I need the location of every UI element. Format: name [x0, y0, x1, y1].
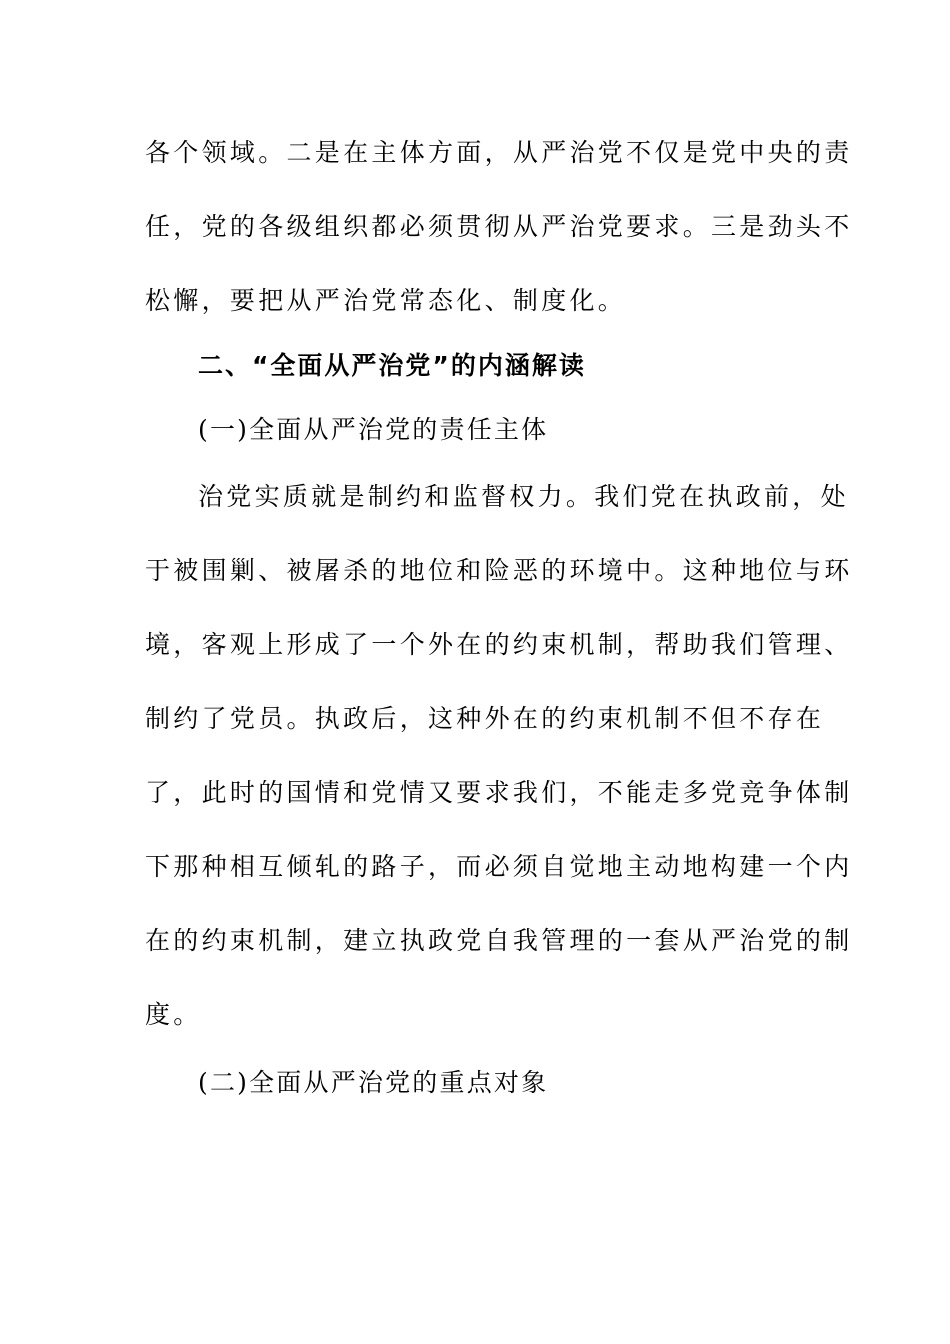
- section-heading: 二、“全面从严治党”的内涵解读: [198, 351, 586, 380]
- paragraph-line: 制约了党员。执政后，这种外在的约束机制不但不存在: [145, 704, 825, 733]
- subheading: (一)全面从严治党的责任主体: [198, 415, 549, 444]
- paragraph-line: 度。: [145, 1000, 202, 1029]
- paragraph-line: 松懈，要把从严治党常态化、制度化。: [145, 286, 627, 315]
- paragraph-line: 各个领域。二是在主体方面，从严治党不仅是党中央的责: [145, 138, 853, 167]
- paragraph-line: 境，客观上形成了一个外在的约束机制，帮助我们管理、: [145, 630, 853, 659]
- paragraph-line: 在的约束机制，建立执政党自我管理的一套从严治党的制: [145, 926, 853, 955]
- paragraph-line: 了，此时的国情和党情又要求我们，不能走多党竞争体制: [145, 778, 853, 807]
- paragraph-line: 任，党的各级组织都必须贯彻从严治党要求。三是劲头不: [145, 212, 853, 241]
- subheading: (二)全面从严治党的重点对象: [198, 1068, 549, 1097]
- paragraph-line: 治党实质就是制约和监督权力。我们党在执政前，处: [198, 482, 849, 511]
- paragraph-line: 于被围剿、被屠杀的地位和险恶的环境中。这种地位与环: [145, 556, 853, 585]
- paragraph-line: 下那种相互倾轧的路子，而必须自觉地主动地构建一个内: [145, 852, 853, 881]
